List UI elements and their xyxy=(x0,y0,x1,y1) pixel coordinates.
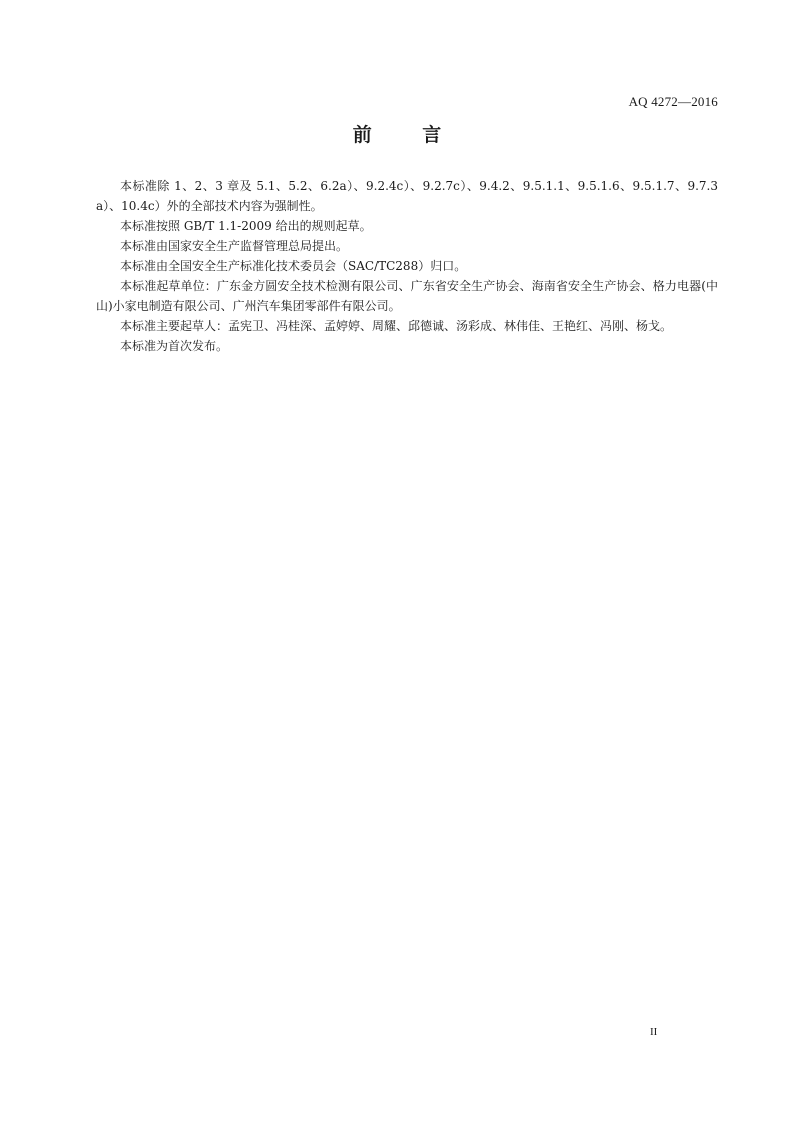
paragraph-proposer: 本标准由国家安全生产监督管理总局提出。 xyxy=(120,239,349,253)
foreword-body xyxy=(96,176,718,356)
paragraph-main-drafters: 本标准主要起草人：孟宪卫、冯桂深、孟婷婷、周耀、邱德诚、汤彩成、林伟佳、王艳红、冯刚、杨戈。 xyxy=(120,319,673,333)
paragraph-mandatory-scope: 本标准除 1、2、3 章及 5.1、5.2、6.2a）、9.2.4c）、9.2.7c）、9.4.2、9.5.1.1、9.5.1.6、9.5.1.7、9.7.3 a）、10.4c）外的全部技术内容为强制性。 xyxy=(96,179,718,213)
standard-code: AQ 4272—2016 xyxy=(628,94,718,109)
page-title: 前 言 xyxy=(352,124,464,146)
paragraph-first-release: 本标准为首次发布。 xyxy=(120,339,229,353)
paragraph-drafting-units: 本标准起草单位：广东金方圆安全技术检测有限公司、广东省安全生产协会、海南省安全生产协会、格力电器(中山)小家电制造有限公司、广州汽车集团零部件有限公司。 xyxy=(96,279,718,313)
paragraph-responsible-committee: 本标准由全国安全生产标准化技术委员会（SAC/TC288）归口。 xyxy=(120,259,467,273)
paragraph-drafting-rules: 本标准按照 GB/T 1.1-2009 给出的规则起草。 xyxy=(120,219,372,233)
page-number: II xyxy=(650,1026,658,1038)
